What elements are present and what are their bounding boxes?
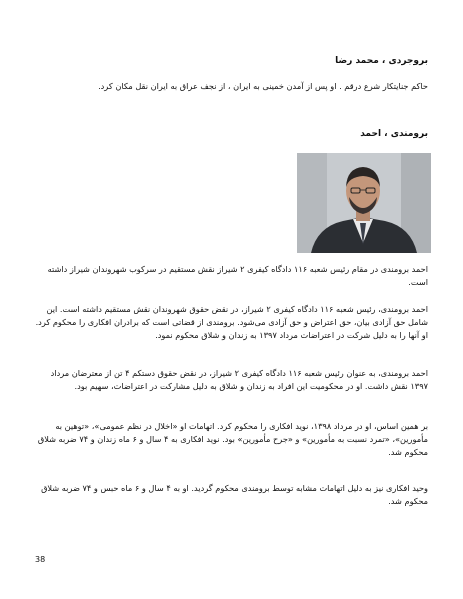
paragraph-3: احمد برومندی، به عنوان رئیس شعبه ۱۱۶ دادگاه کیفری ۲ شیراز، در نقض حقوق دستکم ۴ تن از معترضان مرداد ۱۳۹۷ نقش داشت. او در محکومیت این افراد به زندان و شلاق به دلیل مشارکت در اعتراضات، سهیم بود. [50,368,428,392]
paragraph-2: احمد برومندی، رئیس شعبه ۱۱۶ دادگاه کیفری ۲ شیراز، در نقض حقوق شهروندان نقش مستقیم داشته است. این شامل حق آزادی بیان، حق اعتراض و حق آزادی می‌شود. برومندی از قضاتی است که برادران افکاری را محکوم کرد. او آنها را به دلیل شرکت در اعتراضات مرداد ۱۳۹۷ به زندان و شلاق محکوم نمود. [35,304,428,341]
paragraph-5: وحید افکاری نیز به دلیل اتهامات مشابه توسط برومندی محکوم گردید. او به ۴ سال و ۶ ماه حبس و ۷۴ ضربه شلاق محکوم شد. [41,483,428,507]
paragraph-4: بر همین اساس، او در مرداد ۱۳۹۸، نوید افکاری را محکوم کرد. اتهامات او «اخلال در نظم عمومی»، «توهین به مأمورین»، «تمرد نسبت به مأمورین» و «جرح مأمورین» بود. نوید افکاری به ۴ سال و ۶ ماه زندان و ۷۴ ضربه شلاق محکوم شد. [37,421,428,458]
entry-text-borujerdi: حاکم جنایتکار شرع درقم . او پس از آمدن خمینی به ایران ، از نجف عراق به ایران نقل مکان کرد. [98,81,428,91]
portrait-photo [297,153,431,253]
paragraph-1: احمد برومندی در مقام رئیس شعبه ۱۱۶ دادگاه کیفری ۲ شیراز نقش مستقیم در سرکوب شهروندان شیراز داشته است. [47,264,428,288]
entry-heading-boroumandi: برومندی ، احمد [360,129,428,139]
entry-heading-borujerdi: بروجردی ، محمد رضا [335,56,428,66]
page-number: 38 [35,555,46,564]
